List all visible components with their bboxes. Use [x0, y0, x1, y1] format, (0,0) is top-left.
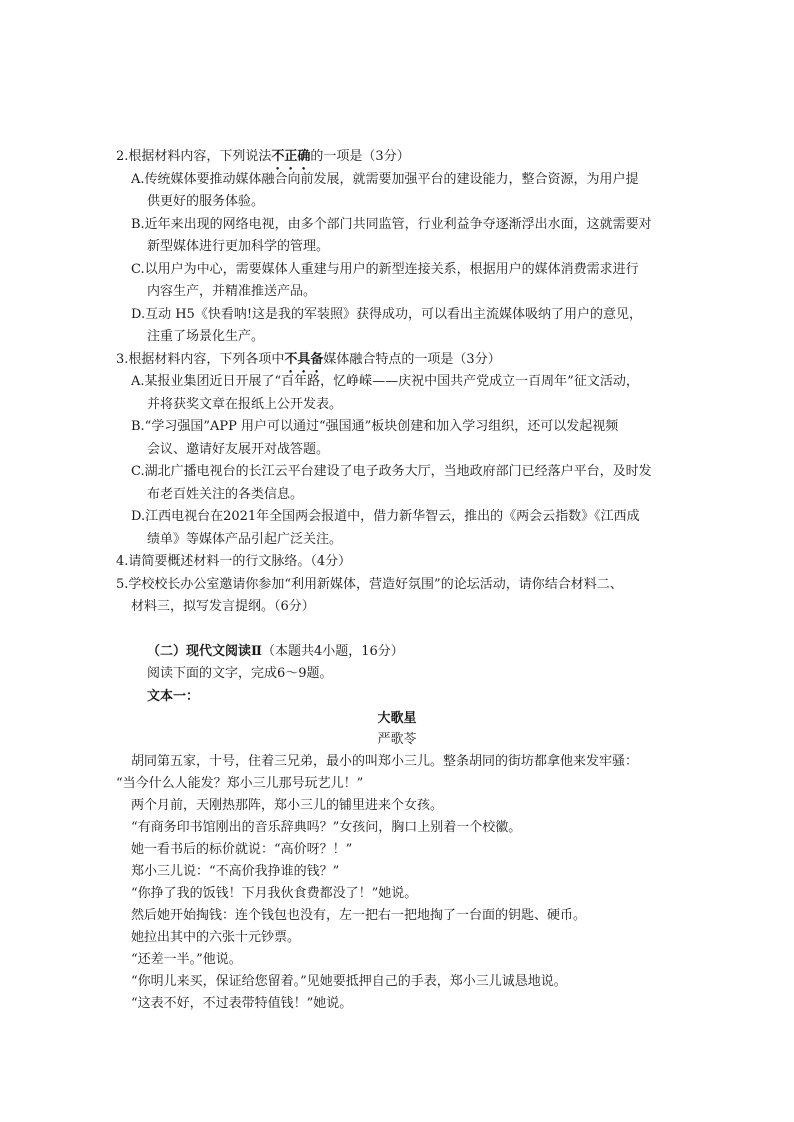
q3-option-b-line1: B.“学习强国”APP 用户可以通过“强国通”板块创建和加入学习组织，还可以发起视频: [131, 419, 619, 434]
question-5-line2: 材料三，拟写发言提纲。（6分）: [131, 599, 315, 614]
story-line: “还差一半。”他说。: [131, 952, 242, 967]
story-line: 她拉出其中的六张十元钞票。: [131, 930, 301, 945]
q3-option-d-line2: 绩单》等媒体产品引起广泛关注。: [147, 532, 343, 547]
section-header: [147, 643, 404, 661]
story-paragraph-1-line2: “当今什么人能发？郑小三儿那号玩艺儿！”: [116, 776, 364, 791]
story-line: 两个月前，天刚热那阵，郑小三儿的铺里进来个女孩。: [131, 798, 444, 813]
story-title: 大歌星: [377, 711, 417, 726]
q3-option-d-line1: D.江西电视台在2021年全国两会报道中，借力新华智云，推出的《两会云指数》《江西成: [131, 509, 640, 524]
q2-option-a-line1: A.传统媒体要推动媒体融合向前发展，就需要加强平台的建设能力，整合资源，为用户提: [131, 172, 639, 187]
question-4: 4.请简要概述材料一的行文脉络。（4分）: [116, 554, 352, 569]
q2-option-b-line2: 新型媒体进行更加科学的管理。: [147, 239, 330, 254]
story-line: 然后她开始掏钱：连个钱包也没有，左一把右一把地掏了一台面的钥匙、硬币。: [131, 908, 587, 923]
question-3-suffix: 媒体融合特点的一项是（3分）: [323, 352, 501, 367]
story-author: 严歌苓: [377, 732, 417, 747]
question-2-stem: [116, 148, 410, 173]
question-5-line1: 5.学校校长办公室邀请你参加“利用新媒体，营造好氛围”的论坛活动，请你结合材料二、: [116, 577, 623, 592]
q2-option-c-line2: 内容生产，并精准推送产品。: [147, 284, 317, 299]
question-2-suffix: 的一项是（3分）: [310, 149, 410, 164]
story-line: 她一看书后的标价就说：“高价呀？！”: [131, 842, 353, 857]
q3-option-c-line1: C.湖北广播电视台的长江云平台建设了电子政务大厅，当地政府部门已经落户平台，及时发: [131, 464, 652, 479]
question-3-prefix: 3.根据材料内容，下列各项中: [116, 352, 285, 367]
q3-option-c-line2: 布老百姓关注的各类信息。: [147, 487, 304, 502]
question-2-prefix: 2.根据材料内容，下列说法: [116, 149, 272, 164]
q2-option-b-line1: B.近年来出现的网络电视，由多个部门共同监管，行业利益争夺逐渐浮出水面，这就需要对: [131, 217, 652, 232]
section-note: （本题共4小题，16分）: [261, 644, 404, 659]
story-line: “这表不好，不过表带特值钱！”她说。: [131, 996, 353, 1011]
story-line: “你挣了我的饭钱！下月我伙食费都没了！”她说。: [131, 886, 418, 901]
story-line: 郑小三儿说：“不高价我挣谁的钱？”: [131, 864, 340, 879]
story-line: “有商务印书馆刚出的音乐辞典吗？”女孩问，胸口上别着一个校徽。: [131, 820, 522, 835]
story-line: “你明儿来买，保证给您留着。”见她要抵押自己的手表，郑小三儿诚恳地说。: [131, 974, 567, 989]
q3-option-b-line2: 会议、邀请好友展开对战答题。: [147, 442, 330, 457]
q2-option-d-line2: 注重了场景化生产。: [147, 329, 265, 344]
story-paragraph-1-line1: 胡同第五家，十号，住着三兄弟，最小的叫郑小三儿。整条胡同的街坊都拿他来发牢骚：: [131, 754, 639, 769]
question-3-emphasis: 不具备: [284, 352, 324, 367]
section-title: （二）现代文阅读Ⅱ: [147, 644, 262, 659]
q3-option-a-line1: A.某报业集团近日开展了“百年路，忆峥嵘——庆祝中国共产党成立一百周年”征文活动，: [131, 374, 639, 389]
q2-option-d-line1: D.互动 H5《快看呐!这是我的军装照》获得成功，可以看出主流媒体吸纳了用户的意见，: [131, 307, 643, 322]
q2-option-a-line2: 供更好的服务体验。: [147, 194, 265, 209]
q3-option-a-line2: 并将获奖文章在报纸上公开发表。: [147, 397, 343, 412]
question-2-emphasis: 不正确: [271, 149, 311, 164]
text-one-label: 文本一：: [147, 689, 200, 704]
q2-option-c-line1: C.以用户为中心，需要媒体人重建与用户的新型连接关系，根据用户的媒体消费需求进行: [131, 262, 639, 277]
section-instruction: 阅读下面的文字，完成6～9题。: [147, 666, 333, 681]
